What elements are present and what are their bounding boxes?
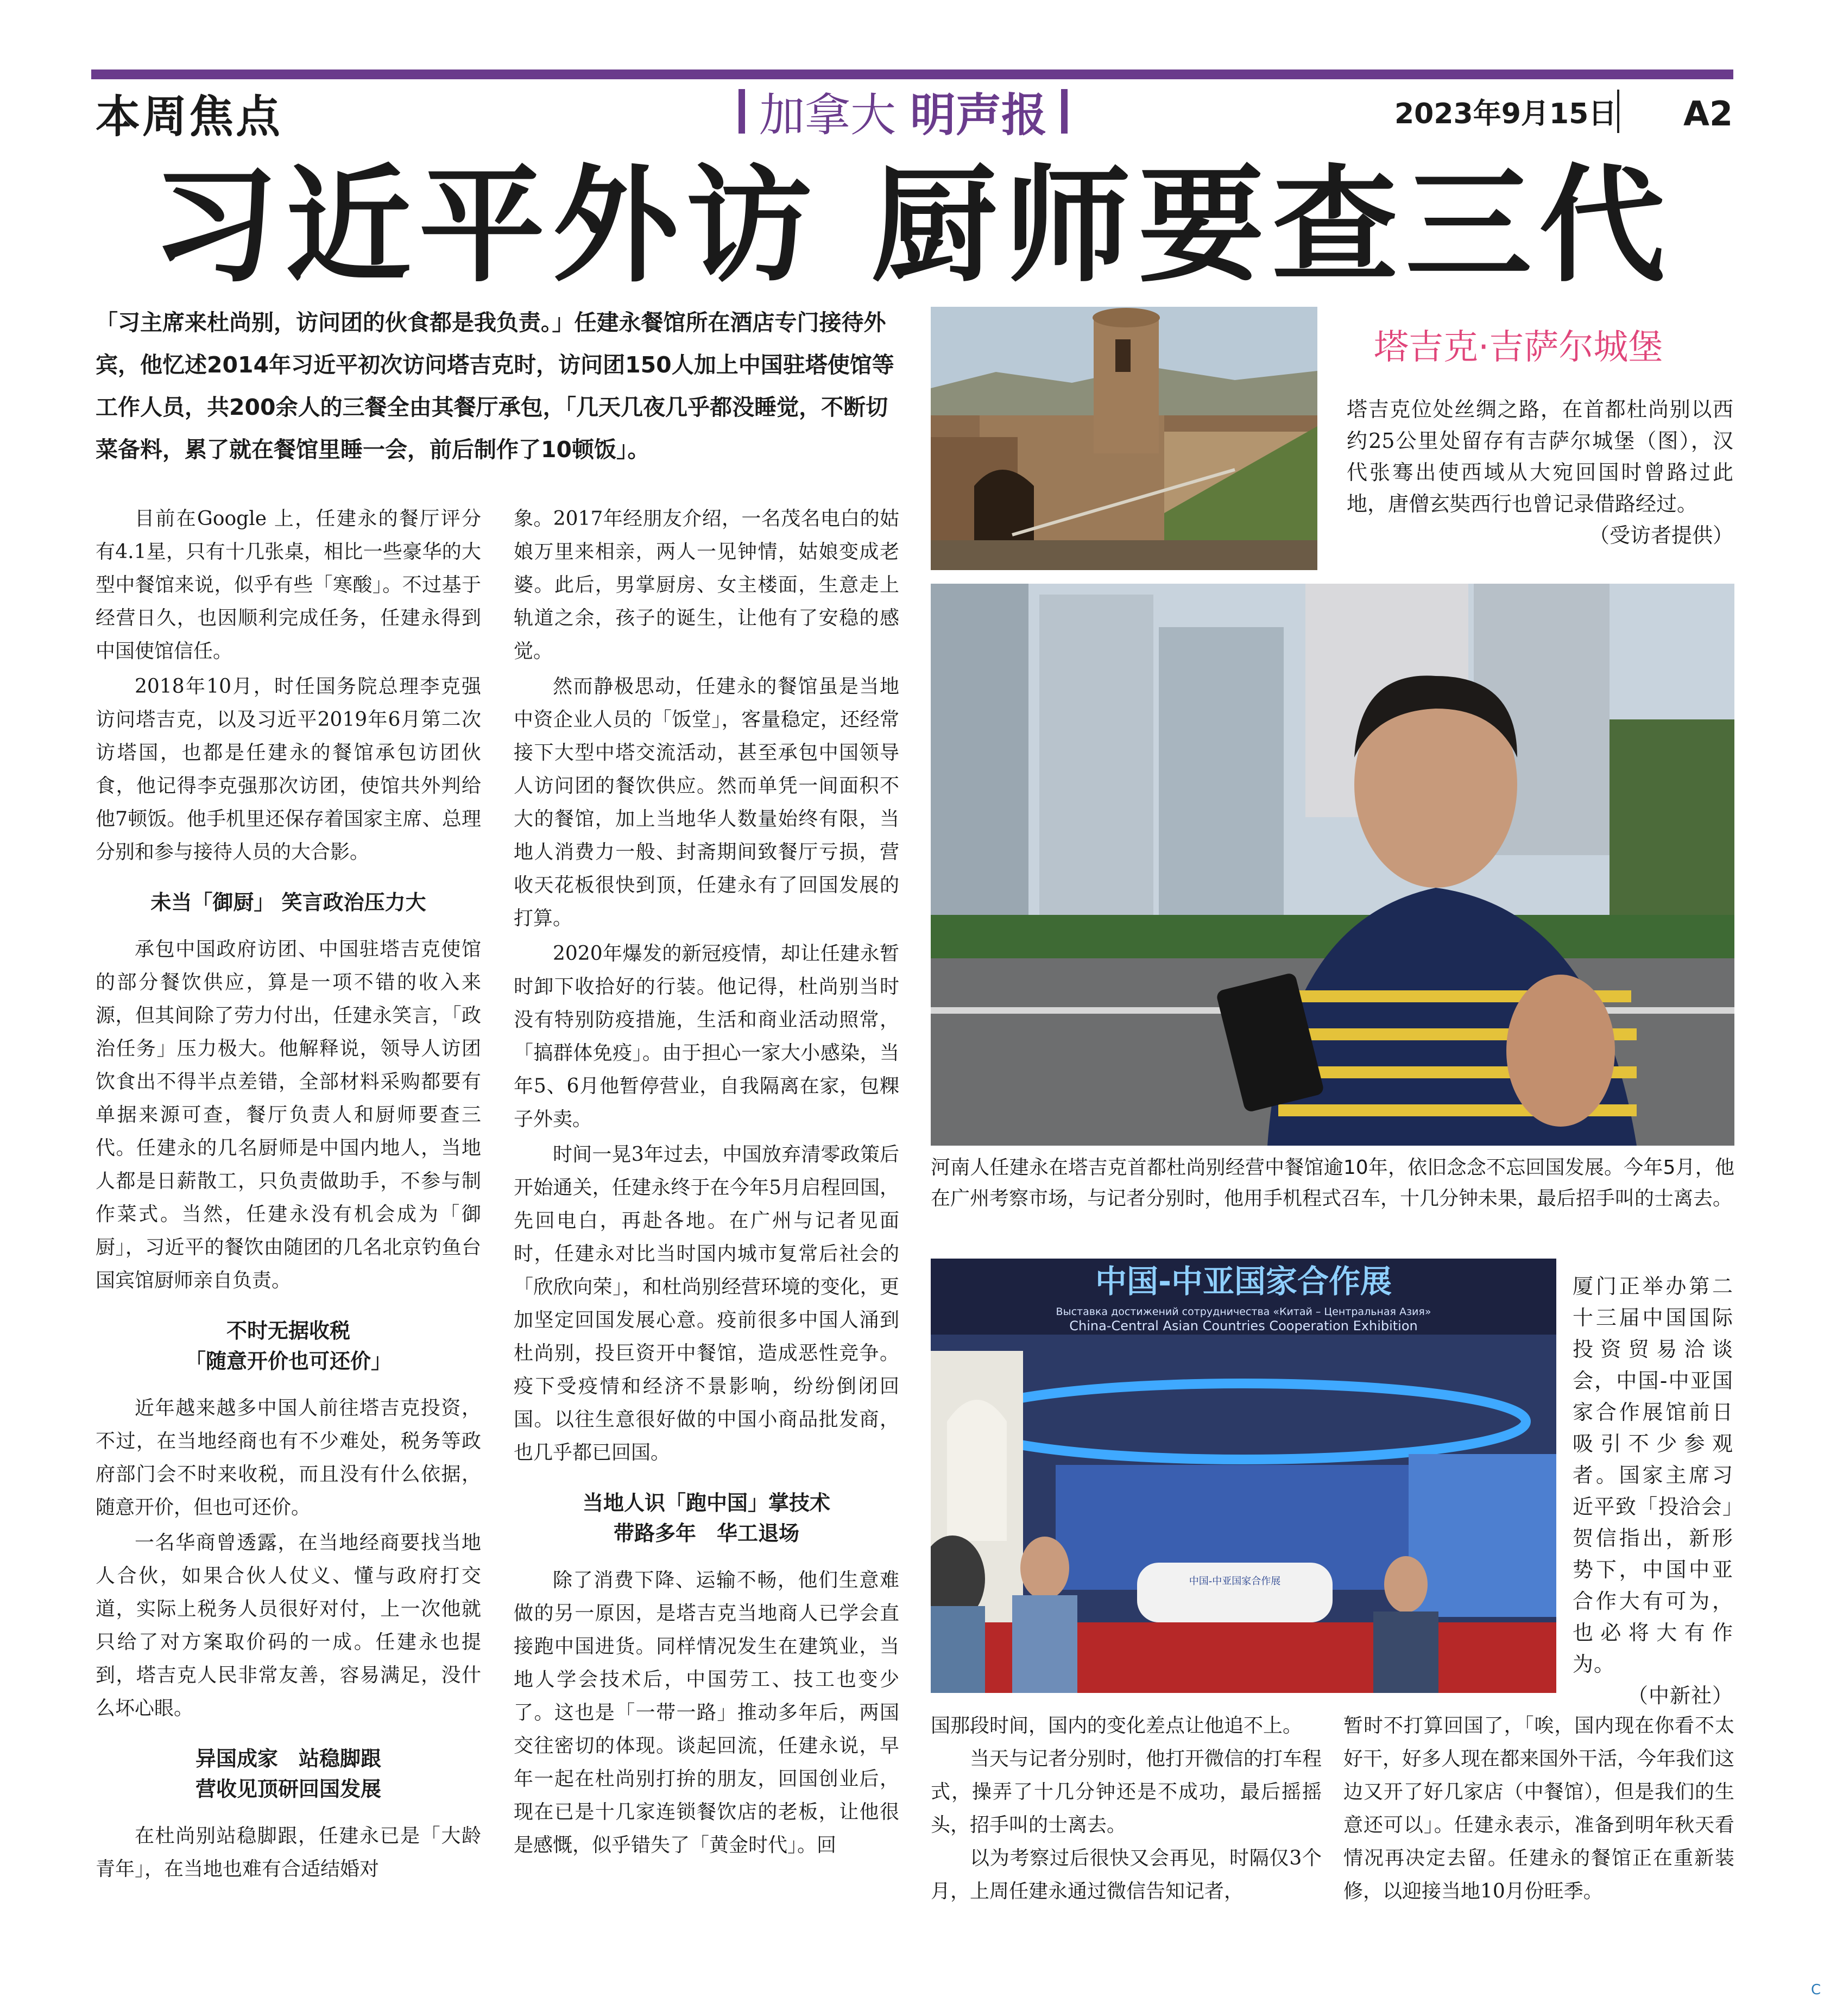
- brand-name-b: 明声报: [910, 88, 1047, 142]
- article-column-4: [1343, 1709, 1734, 1908]
- paragraph: 以为考察过后很快又会再见，时隔仅3个月，上周任建永通过微信告知记者，: [931, 1847, 1322, 1903]
- paragraph: 国那段时间，国内的变化差点让他追不上。: [931, 1715, 1303, 1737]
- caption-text: 厦门正举办第二十三届中国国际投资贸易洽谈会，中国-中亚国家合作展馆前日吸引不少参观者。国家主席习近平致「投洽会」贺信指出，新形势下，中国中亚合作大有可为，也必将大有作为。: [1573, 1274, 1733, 1676]
- photo-3-caption: [1573, 1271, 1733, 1711]
- top-rule: [91, 69, 1733, 79]
- photo-2-caption: 河南人任建永在塔吉克首都杜尚别经营中餐馆逾10年，依旧念念不忘回国发展。今年5月，他在广州考察市场，与记者分别时，他用手机程式召车，十几分钟未果，最后招手叫的士离去。: [931, 1156, 1734, 1210]
- subheading-line: 营收见顶研回国发展: [195, 1777, 381, 1801]
- paragraph: 象。2017年经朋友介绍，一名茂名电白的姑娘万里来相亲，两人一见钟情，姑娘变成老婆。此后，男掌厨房、女主楼面，生意走上轨道之余，孩子的诞生，让他有了安稳的感觉。: [514, 508, 899, 662]
- paragraph: 近年越来越多中国人前往塔吉克投资，不过，在当地经商也有不少难处，税务等政府部门会不时来收税，而且没有什么依据，随意开价，但也可还价。: [96, 1397, 481, 1519]
- brand-bar-right: [1061, 89, 1068, 134]
- exhibition-sign-title: 中国-中亚国家合作展: [1095, 1263, 1392, 1300]
- paragraph: 一名华商曾透露，在当地经商要找当地人合伙，如果合伙人仗义、懂与政府打交道，实际上税务人员很好对付，上一次他就只给了对方案取价码的一成。任建永也提到，塔吉克人民非常友善，容易满足，没什么坏心眼。: [96, 1532, 481, 1720]
- exhibition-sign-english: China-Central Asian Countries Cooperation Exhibition: [1069, 1318, 1418, 1334]
- article-column-2: [514, 502, 899, 1864]
- corner-mark: C: [1811, 1982, 1821, 1998]
- paragraph: 承包中国政府访团、中国驻塔吉克使馆的部分餐饮供应，算是一项不错的收入来源，但其间除了劳力付出，任建永笑言，「政治任务」压力极大。他解释说，领导人访团饮食出不得半点差错，全部材料采购都要有单据来源可查，餐厅负责人和厨师要查三代。任建永的几名厨师是中国内地人，当地人都是日薪散工，只负责做助手，不参与制作菜式。当然，任建永没有机会成为「御厨」，习近平的餐饮由随团的几名北京钓鱼台国宾馆厨师亲自负责。: [96, 938, 481, 1292]
- newspaper-brand: [739, 81, 1068, 141]
- issue-date: 2023年9月15日: [1394, 98, 1617, 130]
- paragraph: 当天与记者分别时，他打开微信的打车程式，操弄了十几分钟还是不成功，最后摇摇头，招手叫的士离去。: [931, 1748, 1322, 1836]
- exhibition-counter-label: 中国-中亚国家合作展: [1189, 1576, 1281, 1587]
- article-column-1: [96, 502, 481, 1888]
- subheading: 未当「御厨」 笑言政治压力大: [150, 890, 426, 914]
- caption-text: 塔吉克位处丝绸之路，在首都杜尚别以西约25公里处留存有吉萨尔城堡（图），汉代张骞出使西域从大宛回国时曾路过此地，唐僧玄奘西行也曾记录借路经过。: [1347, 397, 1733, 516]
- header-divider: [1617, 90, 1619, 133]
- paragraph: 时间一晃3年过去，中国放弃清零政策后开始通关，任建永终于在今年5月启程回国，先回电白，再赴各地。在广州与记者见面时，任建永对比当时国内城市复常后社会的「欣欣向荣」，和杜尚别经营环境的变化，更加坚定回国发展心意。疫前很多中国人涌到杜尚别，投巨资开中餐馆，造成恶性竞争。疫下受疫情和经济不景影响，纷纷倒闭回国。以往生意很好做的中国小商品批发商，也几乎都已回国。: [514, 1143, 899, 1464]
- subheading-line: 不时无据收税: [226, 1318, 350, 1343]
- section-name: 本周焦点: [96, 91, 283, 143]
- paragraph: 2020年爆发的新冠疫情，却让任建永暂时卸下收拾好的行装。他记得，杜尚别当时没有特别防疫措施，生活和商业活动照常，「搞群体免疫」。由于担心一家大小感染，当年5、6月他暂停营业，自我隔离在家，包粿子外卖。: [514, 943, 899, 1130]
- page-number: A2: [1683, 94, 1733, 134]
- subheading: [96, 1316, 481, 1376]
- portrait-photo: [931, 584, 1734, 1146]
- photo-credit: （中新社）: [1627, 1684, 1733, 1708]
- headline: 习近平外访 厨师要查三代: [152, 151, 1673, 299]
- brand-bar-left: [739, 89, 745, 134]
- exhibition-sign-russian: Выставка достижений сотрудничества «Китай – Центральная Азия»: [1056, 1306, 1431, 1318]
- paragraph: 暂时不打算回国了，「唉，国内现在你看不太好干，好多人现在都来国外干活，今年我们这边又开了好几家店（中餐馆），但是我们的生意还可以」。任建永表示，准备到明年秋天看情况再决定去留。任建永的餐馆正在重新装修，以迎接当地10月份旺季。: [1343, 1715, 1735, 1903]
- paragraph: 2018年10月，时任国务院总理李克强访问塔吉克，以及习近平2019年6月第二次访塔国，也都是任建永的餐馆承包访团伙食，他记得李克强那次访团，使馆共外判给他7顿饭。他手机里还保存着国家主席、总理分别和参与接待人员的大合影。: [96, 675, 481, 863]
- photo-1-title: 塔吉克·吉萨尔城堡: [1374, 327, 1663, 368]
- lede-paragraph: 「习主席来杜尚别，访问团的伙食都是我负责。」任建永餐馆所在酒店专门接待外宾，他忆述2014年习近平初次访问塔吉克时，访问团150人加上中国驻塔使馆等工作人员，共200余人的三餐全由其餐厅承包，「几天几夜几乎都没睡觉，不断切菜备料，累了就在餐馆里睡一会，前后制作了10顿饭」。: [96, 309, 894, 463]
- photo-credit: （受访者提供）: [1588, 523, 1733, 547]
- paragraph: 然而静极思动，任建永的餐馆虽是当地中资企业人员的「饭堂」，客量稳定，还经常接下大型中塔交流活动，甚至承包中国领导人访问团的餐饮供应。然而单凭一间面积不大的餐馆，加上当地华人数量始终有限，当地人消费力一般、封斋期间致餐厅亏损，营收天花板很快到顶，任建永有了回国发展的打算。: [514, 675, 899, 930]
- paragraph: 在杜尚别站稳脚跟，任建永已是「大龄青年」，在当地也难有合适结婚对: [96, 1825, 481, 1880]
- paragraph: 目前在Google 上，任建永的餐厅评分有4.1星，只有十几张桌，相比一些豪华的大型中餐馆来说，似乎有些「寒酸」。不过基于经营日久，也因顺利完成任务，任建永得到中国使馆信任。: [96, 508, 481, 662]
- subheading: [514, 1488, 899, 1549]
- subheading-line: 带路多年 华工退场: [613, 1521, 799, 1545]
- subheading: [96, 1743, 481, 1804]
- article-column-3: [931, 1709, 1322, 1908]
- subheading-line: 「随意开价也可还价」: [185, 1349, 392, 1373]
- brand-name-a: 加拿大: [759, 88, 897, 142]
- paragraph: 除了消费下降、运输不畅，他们生意难做的另一原因，是塔吉克当地商人已学会直接跑中国进货。同样情况发生在建筑业，当地人学会技术后，中国劳工、技工也变少了。这也是「一带一路」推动多年后，两国交往密切的体现。谈起回流，任建永说，早年一起在杜尚别打拚的朋友，回国创业后，现在已是十几家连锁餐饮店的老板，让他很是感慨，似乎错失了「黄金时代」。回: [514, 1569, 899, 1856]
- subheading-line: 异国成家 站稳脚跟: [195, 1746, 381, 1771]
- fortress-photo: [931, 307, 1317, 570]
- subheading-line: 当地人识「跑中国」掌技术: [582, 1490, 830, 1515]
- exhibition-photo: [931, 1259, 1556, 1693]
- photo-1-caption: [1347, 394, 1733, 551]
